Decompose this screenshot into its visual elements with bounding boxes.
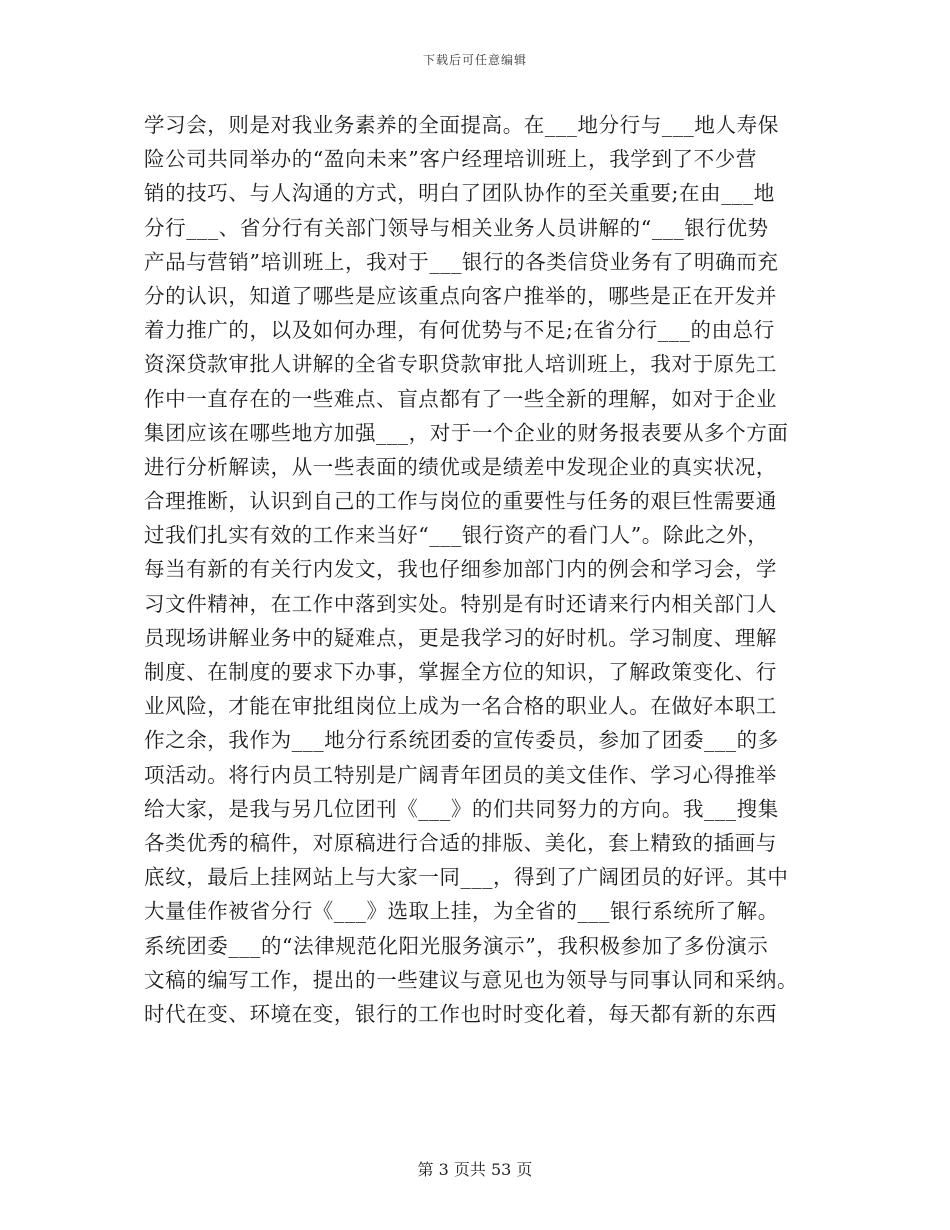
text-line: 险公司共同举办的“盈向未来”客户经理培训班上，我学到了不少营: [144, 147, 757, 172]
text-line: 员现场讲解业务中的疑难点，更是我学习的好时机。学习制度、理解: [144, 625, 777, 650]
text-line: 项活动。将行内员工特别是广阔青年团员的美文佳作、学习心得推举: [144, 762, 777, 787]
text-line: 文稿的编写工作，提出的一些建议与意见也为领导与同事认同和采纳。: [144, 967, 799, 992]
text-line: 学习会，则是对我业务素养的全面提高。在___地分行与___地人寿保: [144, 113, 779, 137]
text-line: 过我们扎实有效的工作来当好“___银行资产的看门人”。除此之外，: [144, 523, 769, 548]
text-line: 给大家，是我与另几位团刊《___》的们共同努力的方向。我___搜集: [144, 796, 779, 821]
text-line: 进行分析解读，从一些表面的绩优或是绩差中发现企业的真实状况，: [144, 454, 777, 479]
text-line: 业风险，才能在审批组岗位上成为一名合格的职业人。在做好本职工: [144, 694, 777, 719]
text-line: 分行___、省分行有关部门领导与相关业务人员讲解的“___银行优势: [144, 215, 769, 240]
text-line: 习文件精神，在工作中落到实处。特别是有时还请来行内相关部门人: [144, 591, 777, 616]
text-line: 每当有新的有关行内发文，我也仔细参加部门内的例会和学习会，学: [144, 557, 777, 582]
page-header: 下载后可任意编辑: [422, 53, 527, 67]
page-footer: 第 3 页共 53 页: [417, 1160, 533, 1179]
text-line: 大量佳作被省分行《___》选取上挂，为全省的___银行系统所了解。: [144, 899, 779, 924]
text-line: 制度、在制度的要求下办事，掌握全方位的知识，了解政策变化、行: [144, 660, 777, 684]
text-line: 资深贷款审批人讲解的全省专职贷款审批人培训班上，我对于原先工: [144, 352, 777, 377]
text-line: 着力推广的，以及如何办理，有何优势与不足;在省分行___的由总行: [144, 318, 775, 343]
text-line: 作之余，我作为___地分行系统团委的宣传委员，参加了团委___的多: [144, 728, 779, 753]
text-line: 产品与营销”培训班上，我对于___银行的各类信贷业务有了明确而充: [144, 249, 779, 274]
text-line: 集团应该在哪些地方加强___，对于一个企业的财务报表要从多个方面: [144, 420, 789, 445]
text-line: 销的技巧、与人沟通的方式，明白了团队协作的至关重要;在由___地: [144, 181, 775, 206]
text-line: 底纹，最后上挂网站上与大家一同___，得到了广阔团员的好评。其中: [144, 865, 789, 890]
text-line: 时代在变、环境在变，银行的工作也时时变化着，每天都有新的东西: [144, 1001, 777, 1026]
text-line: 系统团委___的“法律规范化阳光服务演示”，我积极参加了多份演示: [144, 933, 769, 958]
text-line: 合理推断，认识到自己的工作与岗位的重要性与任务的艰巨性需要通: [144, 489, 777, 514]
text-line: 分的认识，知道了哪些是应该重点向客户推举的，哪些是正在开发并: [144, 283, 777, 308]
document-body: [144, 108, 804, 1031]
text-line: 作中一直存在的一些难点、盲点都有了一些全新的理解，如对于企业: [144, 386, 777, 411]
text-line: 各类优秀的稿件，对原稿进行合适的排版、美化，套上精致的插画与: [144, 830, 777, 855]
